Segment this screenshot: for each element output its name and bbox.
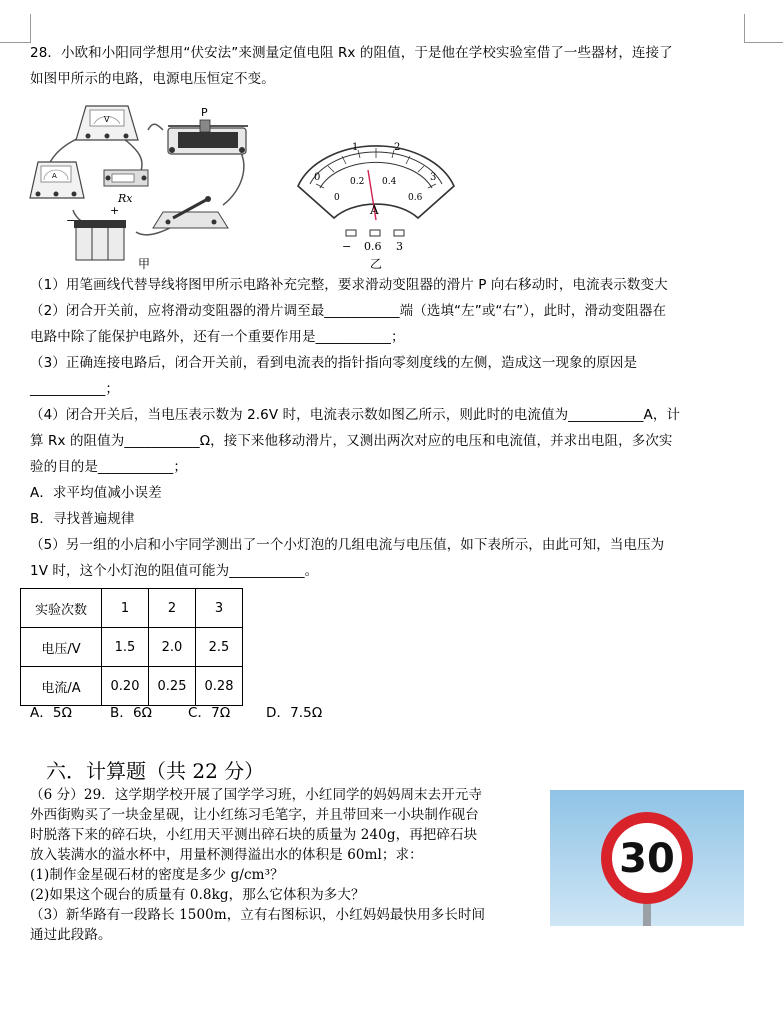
q29-line-4: 放入装满水的溢水杯中，用量杯测得溢出水的体积是 60ml；求：: [30, 847, 423, 863]
q28-intro-line-2: 如图甲所示的电路，电源电压恒定不变。: [30, 71, 275, 87]
crop-mark-top-right-h: [744, 42, 783, 43]
q29-line-5: (1)制作金星砚石材的密度是多少 g/cm³？: [30, 867, 284, 883]
q28-part2-line-2: 电路中除了能保护电路外，还有一个重要作用是___________；: [30, 329, 405, 345]
q28-part4-line-2: 算 Rx 的阻值为___________Ω，接下来他移动滑片，又测出两次对应的电压和电流值，并求出电阻，多次实: [30, 433, 673, 449]
voltmeter-letter: V: [104, 115, 110, 124]
q28-option-a: A．求平均值减小误差: [30, 485, 162, 501]
resistor-rx: [104, 170, 148, 205]
circuit-figure-jia: [28, 100, 278, 272]
battery-minus-label: −: [66, 214, 76, 227]
dial-unit-a: A: [370, 203, 379, 217]
terminal-3: 3: [396, 240, 403, 253]
ammeter: [30, 162, 84, 198]
speed-limit-sign-photo: [550, 790, 744, 926]
table-cell: 2.0: [149, 628, 196, 667]
q29-line-8: 通过此段路。: [30, 927, 112, 943]
table-cell: 0.28: [196, 667, 243, 706]
choice-d: D．7.5Ω: [266, 705, 323, 721]
table-cell: 1.5: [102, 628, 149, 667]
table-cell: 0.25: [149, 667, 196, 706]
table-cell: 电流/A: [21, 667, 102, 706]
inner-tick-0.4: 0.4: [382, 177, 397, 187]
table-cell: 电压/V: [21, 628, 102, 667]
table-cell: 3: [196, 589, 243, 628]
crop-mark-top-left-h: [0, 42, 30, 43]
choice-c: C．7Ω: [188, 705, 231, 721]
table-row: [21, 667, 243, 706]
q28-part5-line-2: 1V 时，这个小灯泡的阻值可能为___________。: [30, 563, 319, 579]
crop-mark-top-right-v: [744, 14, 745, 43]
resistor-label-rx: Rx: [118, 192, 133, 205]
battery-plus-label: +: [110, 204, 120, 217]
figure-yi-caption: 乙: [370, 257, 383, 271]
outer-tick-2: 2: [394, 142, 401, 153]
q29-line-7: （3）新华路有一段路长 1500m，立有右图标识，小红妈妈最快用多长时间: [30, 907, 486, 923]
q29-line-2: 外西街购买了一块金星砚，让小红练习毛笔字，并且带回来一小块制作砚台: [30, 807, 479, 823]
outer-tick-1: 1: [352, 142, 359, 153]
voltmeter: [76, 106, 138, 140]
terminal-0.6: 0.6: [364, 240, 382, 253]
q28-part2-line-1: （2）闭合开关前，应将滑动变阻器的滑片调至最___________端（选填“左”或“右”），此时，滑动变阻器在: [30, 303, 667, 319]
choice-b: B．6Ω: [110, 705, 153, 721]
q28-part1: （1）用笔画线代替导线将图甲所示电路补充完整，要求滑动变阻器的滑片 P 向右移动时，电流表示数变大: [30, 277, 668, 293]
table-row: [21, 589, 243, 628]
q29-line-6: (2)如果这个砚台的质量有 0.8kg，那么它体积为多大？: [30, 887, 365, 903]
crop-mark-top-left-v: [30, 14, 31, 43]
q28-part5-line-1: （5）另一组的小启和小宇同学测出了一个小灯泡的几组电流与电压值，如下表所示，由此可知，当电压为: [30, 537, 665, 553]
ammeter-letter: A: [52, 172, 57, 180]
inner-tick-0.6: 0.6: [408, 193, 423, 203]
inner-tick-0: 0: [334, 193, 340, 203]
choice-a: A．5Ω: [30, 705, 73, 721]
table-cell: 2.5: [196, 628, 243, 667]
table-cell: 0.20: [102, 667, 149, 706]
knife-switch: [153, 196, 228, 228]
q28-part3-line-2: ___________；: [30, 381, 119, 397]
q28-option-b: B．寻找普遍规律: [30, 511, 135, 527]
ammeter-dial-figure-yi: [294, 126, 458, 272]
sliding-rheostat: [168, 106, 248, 154]
q28-part4-line-3: 验的目的是___________；: [30, 459, 187, 475]
terminal-minus: −: [342, 240, 352, 253]
outer-tick-3: 3: [430, 172, 437, 183]
q28-intro-line-1: 28．小欧和小阳同学想用“伏安法”来测量定值电阻 Rx 的阻值，于是他在学校实验室借了一些器材，连接了: [30, 45, 673, 61]
q29-line-1: （6 分）29．这学期学校开展了国学学习班，小红同学的妈妈周末去开元寺: [30, 787, 483, 803]
q28-part3-line-1: （3）正确连接电路后，闭合开关前，看到电流表的指针指向零刻度线的左侧，造成这一现象的原因是: [30, 355, 638, 371]
q28-part4-line-1: （4）闭合开关后，当电压表示数为 2.6V 时，电流表示数如图乙所示，则此时的电流值为___________A，计: [30, 407, 681, 423]
section-six-heading: 六．计算题（共 22 分）: [46, 759, 265, 783]
figure-jia-caption: 甲: [138, 257, 151, 271]
experiment-table: [20, 588, 243, 706]
slider-label-p: P: [201, 106, 208, 119]
table-cell: 实验次数: [21, 589, 102, 628]
battery-pack: [66, 204, 126, 260]
outer-tick-0: 0: [314, 172, 321, 183]
table-cell: 2: [149, 589, 196, 628]
inner-tick-0.2: 0.2: [350, 177, 365, 187]
speed-limit-value: 30: [619, 836, 675, 882]
table-row: [21, 628, 243, 667]
q29-line-3: 时脱落下来的碎石块，小红用天平测出碎石块的质量为 240g，再把碎石块: [30, 827, 478, 843]
table-cell: 1: [102, 589, 149, 628]
